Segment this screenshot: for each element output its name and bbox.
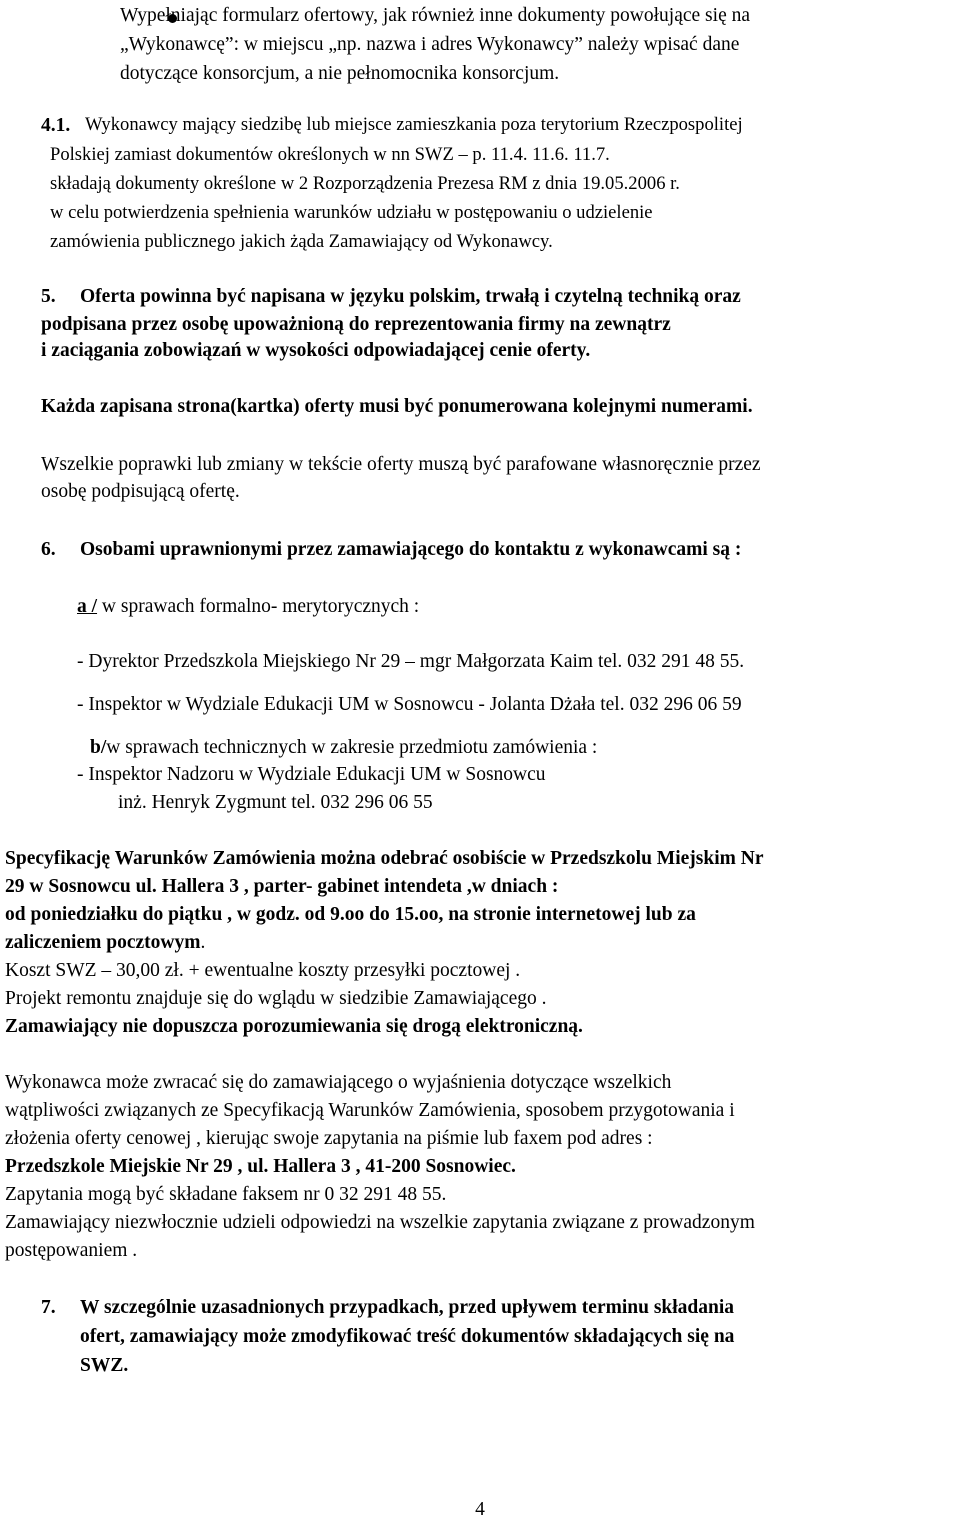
text-line: Specyfikację Warunków Zamówienia można odebrać osobiście w Przedszkolu Miejskim Nr [5, 848, 764, 869]
postal-dot: . [200, 932, 206, 953]
cost-line: Koszt SWZ – 30,00 zł. + ewentualne koszty przesyłki pocztowej . [5, 960, 521, 981]
section-number: 4.1. [41, 115, 71, 136]
text-line: Polskiej zamiast dokumentów określonych w nn SWZ – p. 11.4. 11.6. 11.7. [50, 144, 610, 165]
subsection-text: w sprawach formalno- merytorycznych : [97, 596, 420, 617]
postal-text: zaliczeniem pocztowym [5, 932, 201, 953]
text-line: zamówienia publicznego jakich żąda Zamawiający od Wykonawcy. [50, 231, 553, 252]
text-line: w celu potwierdzenia spełnienia warunków udziału w postępowaniu o udzielenie [50, 202, 653, 223]
address-line: Przedszkole Miejskie Nr 29 , ul. Hallera 3 , 41-200 Sosnowiec. [5, 1156, 516, 1177]
text-line: dotyczące konsorcjum, a nie pełnomocnika konsorcjum. [120, 63, 560, 84]
contact-line: - Inspektor w Wydziale Edukacji UM w Sosnowcu - Jolanta Dżała tel. 032 296 06 59 [77, 694, 742, 715]
text-line: i zaciągania zobowiązań w wysokości odpowiadającej cenie oferty. [41, 340, 591, 361]
contact-line: - Inspektor Nadzoru w Wydziale Edukacji UM w Sosnowcu [77, 764, 546, 785]
section-number: 5. [41, 286, 56, 307]
text-line: „Wykonawcę”: w miejscu „np. nazwa i adres Wykonawcy” należy wpisać dane [120, 34, 740, 55]
text-line: SWZ. [80, 1355, 129, 1376]
text-line: 29 w Sosnowcu ul. Hallera 3 , parter- gabinet intendeta ,w dniach : [5, 876, 559, 897]
section-number: 6. [41, 539, 56, 560]
text-line: złożenia oferty cenowej , kierując swoje zapytania na piśmie lub faxem pod adres : [5, 1128, 653, 1149]
subsection-b [90, 738, 597, 758]
no-electronic-line: Zamawiający nie dopuszcza porozumiewania się drogą elektroniczną. [5, 1016, 583, 1037]
subsection-label: b/ [90, 737, 107, 758]
text-line: osobę podpisującą ofertę. [41, 481, 240, 502]
text-line: wątpliwości związanych ze Specyfikacją Warunków Zamówienia, sposobem przygotowania i [5, 1100, 735, 1121]
text-line: Wykonawca może zwracać się do zamawiającego o wyjaśnienia dotyczące wszelkich [5, 1072, 672, 1093]
subsection-text: w sprawach technicznych w zakresie przedmiotu zamówienia : [106, 737, 598, 758]
text-line: ofert, zamawiający może zmodyfikować treść dokumentów składających się na [80, 1326, 735, 1347]
numbering-note: Każda zapisana strona(kartka) oferty musi być ponumerowana kolejnymi numerami. [41, 396, 753, 417]
text-line: Wykonawcy mający siedzibę lub miejsce zamieszkania poza terytorium Rzeczpospolitej [85, 114, 743, 135]
fax-line: Zapytania mogą być składane faksem nr 0 32 291 48 55. [5, 1184, 447, 1205]
text-line: W szczególnie uzasadnionych przypadkach, przed upływem terminu składania [80, 1297, 735, 1318]
page-number: 4 [475, 1499, 485, 1520]
section-heading: Osobami uprawnionymi przez zamawiającego do kontaktu z wykonawcami są : [80, 539, 742, 560]
text-line: Zamawiający niezwłocznie udzieli odpowiedzi na wszelkie zapytania związane z prowadzonym [5, 1212, 755, 1233]
contact-line: inż. Henryk Zygmunt tel. 032 296 06 55 [118, 792, 433, 813]
subsection-a [77, 597, 419, 617]
text-line: podpisana przez osobę upoważnioną do reprezentowania firmy na zewnątrz [41, 314, 671, 335]
section-number: 7. [41, 1297, 56, 1318]
text-line: od poniedziałku do piątku , w godz. od 9.oo do 15.oo, na stronie internetowej lub za [5, 904, 696, 925]
text-line [5, 933, 205, 953]
text-line: Wypełniając formularz ofertowy, jak również inne dokumenty powołujące się na [120, 5, 750, 26]
project-line: Projekt remontu znajduje się do wglądu w siedzibie Zamawiającego . [5, 988, 547, 1009]
subsection-label: a / [77, 596, 98, 617]
text-line: składają dokumenty określone w 2 Rozporządzenia Prezesa RM z dnia 19.05.2006 r. [50, 173, 680, 194]
text-line: Wszelkie poprawki lub zmiany w tekście oferty muszą być parafowane własnoręcznie przez [41, 454, 761, 475]
text-line: Oferta powinna być napisana w języku polskim, trwałą i czytelną techniką oraz [80, 286, 741, 307]
text-line: postępowaniem . [5, 1240, 138, 1261]
contact-line: - Dyrektor Przedszkola Miejskiego Nr 29 – mgr Małgorzata Kaim tel. 032 291 48 55. [77, 651, 745, 672]
